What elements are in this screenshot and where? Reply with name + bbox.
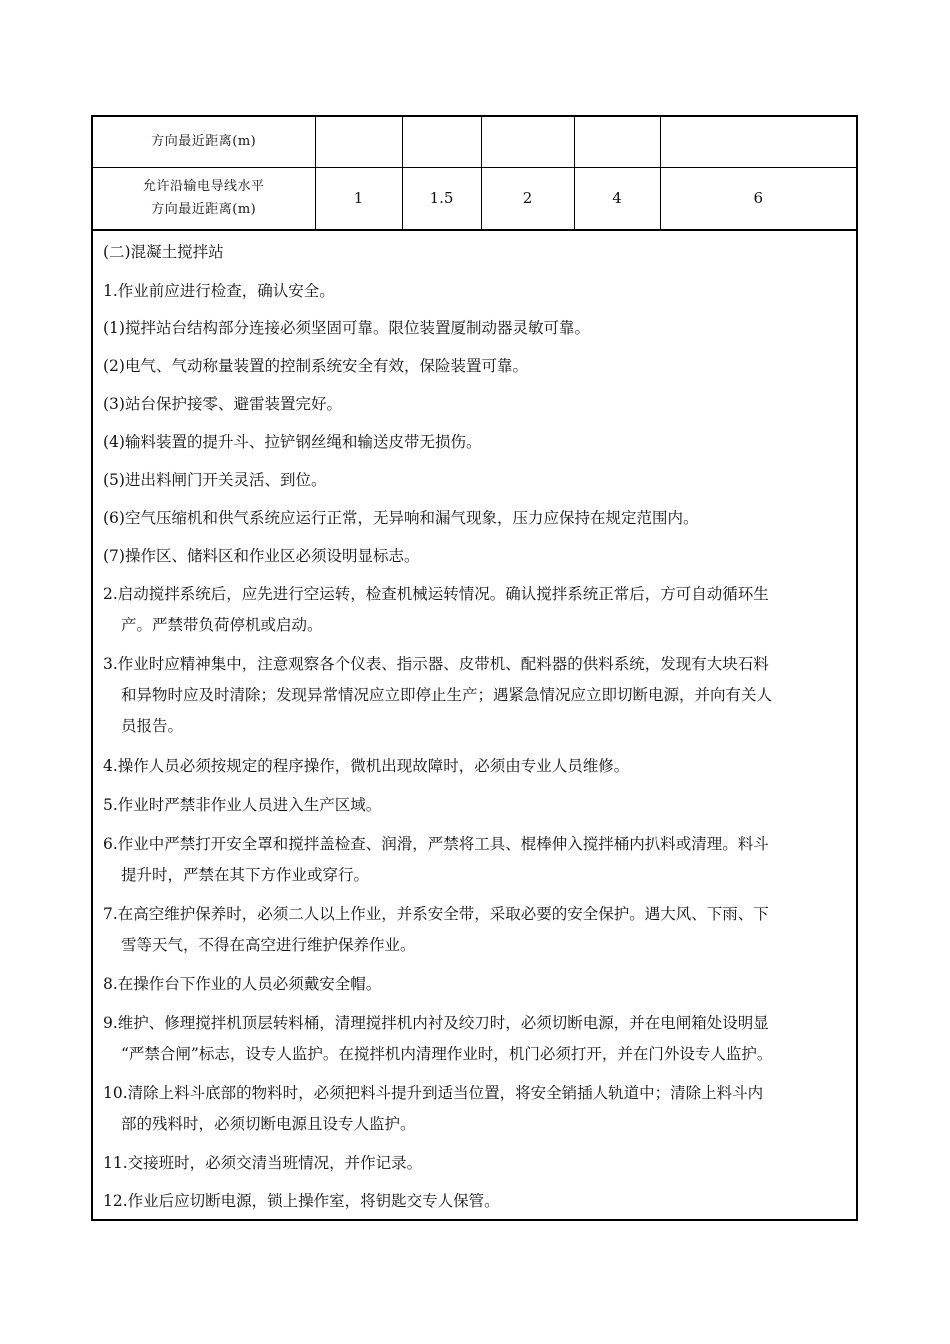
table-cell: [315, 117, 402, 167]
table-cell: 2: [481, 167, 574, 230]
table-cell: 4: [574, 167, 660, 230]
table-cell: 1: [315, 167, 402, 230]
table-cell: [402, 117, 481, 167]
list-item: (2)电气、气动称量装置的控制系统安全有效，保险装置可靠。: [103, 357, 528, 375]
table-cell: 6: [660, 167, 856, 230]
row-label-line: 方向最近距离(m): [151, 134, 257, 150]
list-item: 9.维护、修理搅拌机顶层转料桶，清理搅拌机内衬及绞刀时，必须切断电源，并在电闸箱处设明显 “严禁合闸”标志，设专人监护。在搅拌机内清理作业时，机门必须打开，并在门外设专人监护。: [103, 1014, 773, 1063]
row-label-line: 方向最近距离(m): [151, 202, 257, 218]
list-item: (3)站台保护接零、避雷装置完好。: [103, 395, 342, 413]
table-row: [93, 117, 856, 167]
list-item: (6)空气压缩机和供气系统应运行正常，无异响和漏气现象，压力应保持在规定范围内。: [103, 509, 699, 527]
section-title: (二)混凝土搅拌站: [103, 243, 224, 261]
list-item: 5.作业时严禁非作业人员进入生产区域。: [103, 796, 382, 814]
row-label-line: 允许沿输电导线水平: [142, 179, 265, 195]
list-item: 4.操作人员必须按规定的程序操作，微机出现故障时，必须由专业人员维修。: [103, 757, 630, 775]
table-cell: [660, 117, 856, 167]
document-frame: [91, 115, 858, 1221]
table-cell: [574, 117, 660, 167]
table-row: [93, 167, 856, 230]
list-item: 3.作业时应精神集中，注意观察各个仪表、指示器、皮带机、配料器的供料系统，发现有大块石料 和异物时应及时清除；发现异常情况应立即停止生产；遇紧急情况应立即切断电源，并向有关人 员报告。: [103, 655, 773, 735]
list-item: 12.作业后应切断电源，锁上操作室，将钥匙交专人保管。: [103, 1192, 500, 1210]
distance-table: [93, 117, 856, 231]
list-item: (4)输料装置的提升斗、拉铲钢丝绳和输送皮带无损伤。: [103, 433, 482, 451]
list-item: (5)进出料闸门开关灵活、到位。: [103, 471, 327, 489]
list-item: (7)操作区、储料区和作业区必须设明显标志。: [103, 547, 420, 565]
row-label: [93, 167, 315, 230]
table-cell: 1.5: [402, 167, 481, 230]
list-item: 6.作业中严禁打开安全罩和搅拌盖检查、润滑，严禁将工具、棍棒伸入搅拌桶内扒料或清理。料斗 提升时，严禁在其下方作业或穿行。: [103, 835, 769, 884]
list-item: 1.作业前应进行检查，确认安全。: [103, 282, 335, 300]
list-item: 7.在高空维护保养时，必须二人以上作业，并系安全带，采取必要的安全保护。遇大风、下雨、下 雪等天气，不得在高空进行维护保养作业。: [103, 905, 769, 954]
row-label: [93, 117, 315, 167]
list-item: 11.交接班时，必须交清当班情况，并作记录。: [103, 1154, 423, 1172]
list-item: 10.清除上料斗底部的物料时，必须把料斗提升到适当位置，将安全销插人轨道中；清除上料斗内 部的残料时，必须切断电源且设专人监护。: [103, 1084, 764, 1133]
list-item: 2.启动搅拌系统后，应先进行空运转，检查机械运转情况。确认搅拌系统正常后，方可自动循环生 产。严禁带负荷停机或启动。: [103, 585, 769, 634]
list-item: (1)搅拌站台结构部分连接必须坚固可靠。限位装置厦制动器灵敏可靠。: [103, 319, 590, 337]
list-item: 8.在操作台下作业的人员必须戴安全帽。: [103, 975, 382, 993]
table-cell: [481, 117, 574, 167]
